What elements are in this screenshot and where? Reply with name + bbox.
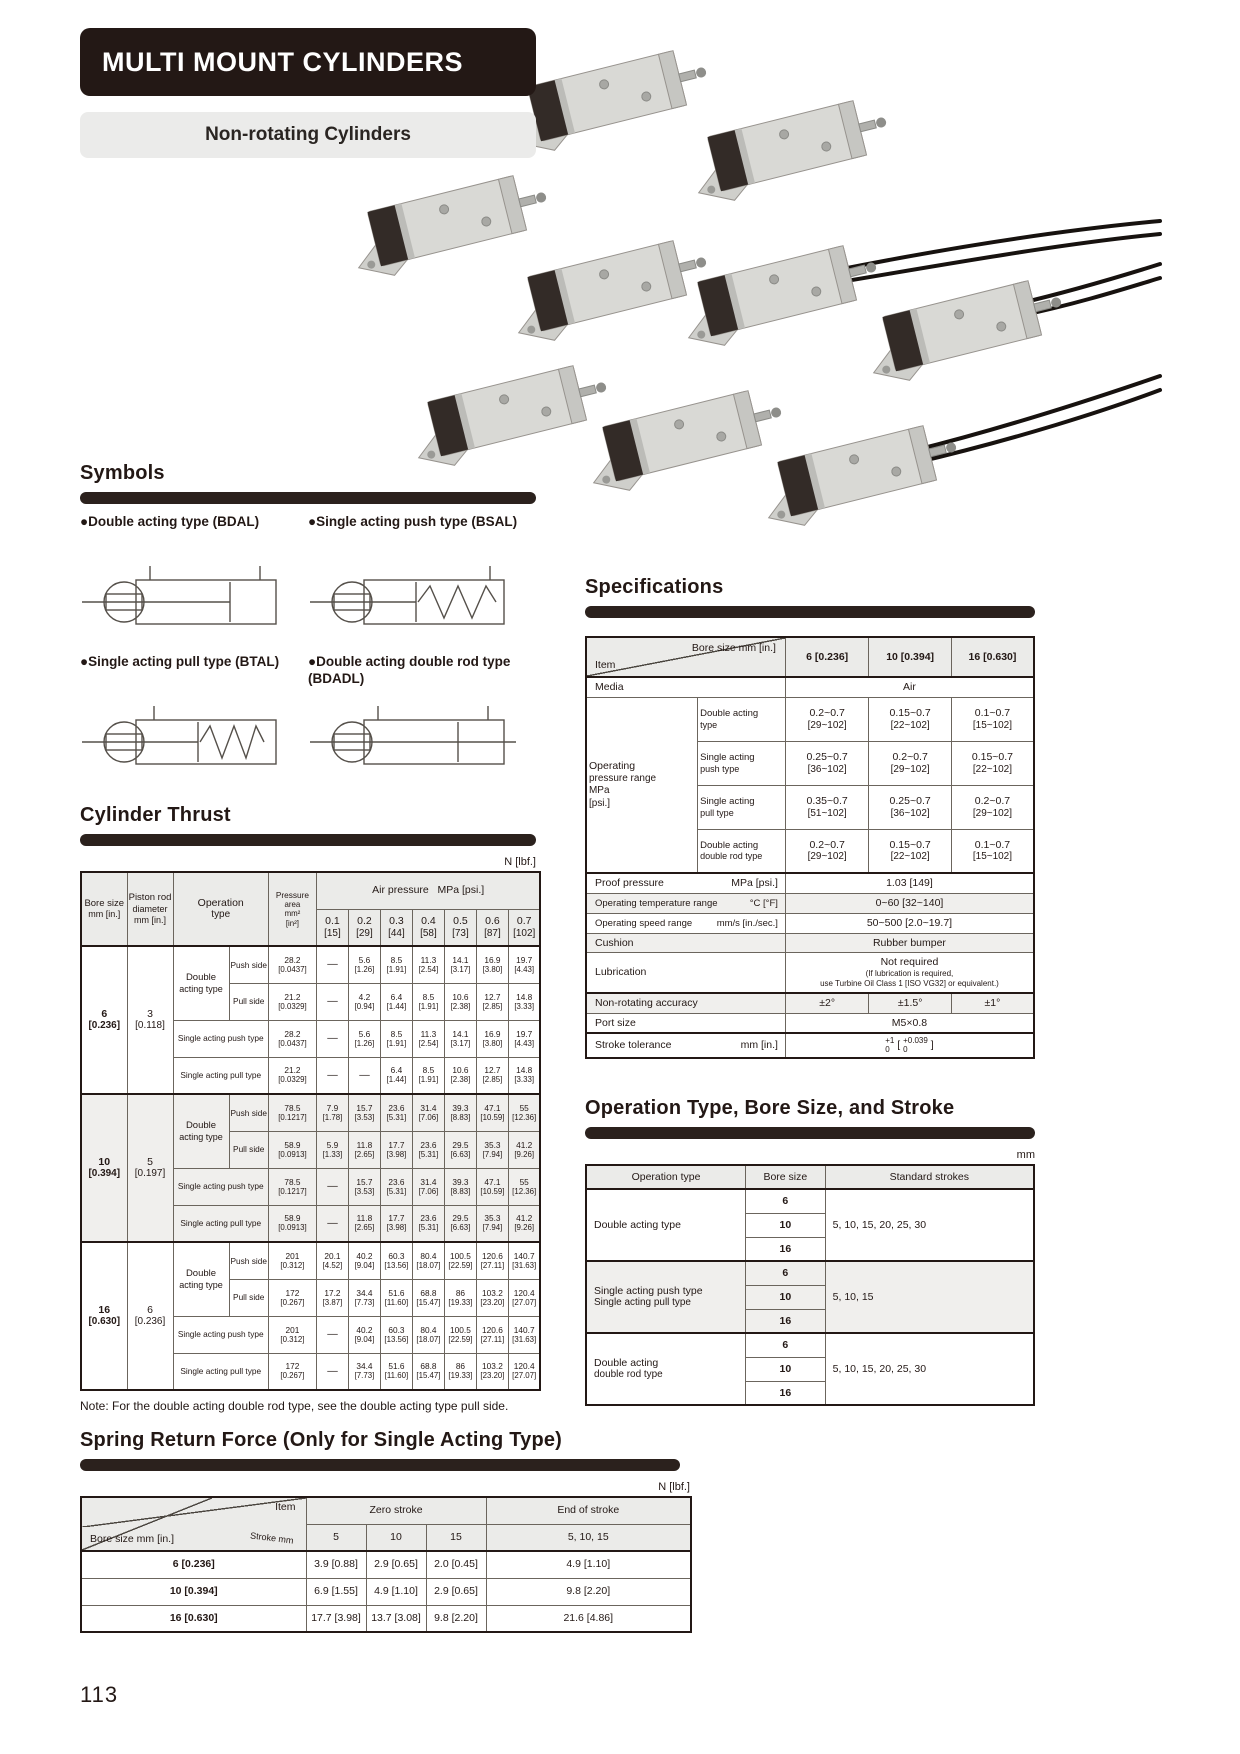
table-cell: Item Stroke mm Bore size mm [in.] — [81, 1497, 306, 1551]
table-cell: 12.7 [2.85] — [476, 1057, 508, 1094]
table-cell: 86 [19.33] — [444, 1353, 476, 1390]
table-cell: 51.6 [11.60] — [380, 1353, 412, 1390]
table-cell: — — [316, 1205, 348, 1242]
symbols-heading: Symbols — [80, 462, 165, 484]
table-cell: 0.2~0.7 [29~102] — [951, 785, 1034, 829]
table-cell: 16 — [746, 1381, 826, 1405]
symbol-label: ●Single acting pull type (BTAL) — [80, 654, 280, 669]
table-cell: 0.25~0.7 [36~102] — [785, 741, 868, 785]
table-cell: Proof pressure MPa [psi.] — [586, 873, 785, 893]
table-cell: 16 [0.630] — [951, 637, 1034, 677]
table-cell: 10 — [366, 1524, 426, 1551]
symbol-item-double-acting-double-rod — [308, 654, 536, 786]
table-cell: 0.7 [102] — [508, 909, 540, 946]
table-cell: 5, 10, 15, 20, 25, 30 — [825, 1189, 1034, 1261]
table-cell: 50~500 [2.0~19.7] — [785, 913, 1034, 933]
table-cell: 172 [0.267] — [268, 1279, 316, 1316]
table-cell: — — [316, 1353, 348, 1390]
table-cell: 34.4 [7.73] — [348, 1353, 380, 1390]
table-cell: 10 [0.394] — [869, 637, 952, 677]
table-cell: 2.0 [0.45] — [426, 1551, 486, 1578]
operation-unit-label: mm — [1016, 1149, 1035, 1162]
table-cell: 7.9 [1.78] — [316, 1094, 348, 1131]
table-cell: 35.3 [7.94] — [476, 1131, 508, 1168]
specifications-table — [585, 636, 1035, 1059]
table-cell: 41.2 [9.26] — [508, 1205, 540, 1242]
table-cell: 0.35~0.7 [51~102] — [785, 785, 868, 829]
table-cell: 39.3 [8.83] — [444, 1168, 476, 1205]
table-cell: 6 [0.236] — [127, 1242, 173, 1390]
table-cell: 5, 10, 15, 20, 25, 30 — [825, 1333, 1034, 1405]
table-cell: 40.2 [9.04] — [348, 1242, 380, 1279]
table-cell: 21.2 [0.0329] — [268, 983, 316, 1020]
table-cell: 5.6 [1.26] — [348, 1020, 380, 1057]
spring-return-heading: Spring Return Force (Only for Single Acting Type) — [80, 1429, 563, 1451]
table-cell: — — [316, 946, 348, 983]
table-cell: 0.15~0.7 [22~102] — [951, 741, 1034, 785]
table-cell: Single acting pull type — [173, 1057, 268, 1094]
table-cell: Pull side — [229, 1279, 268, 1316]
table-cell: ±1° — [951, 993, 1034, 1013]
symbol-label: ●Single acting push type (BSAL) — [308, 514, 518, 529]
symbol-item-double-acting — [80, 514, 308, 646]
table-cell: 15 — [426, 1524, 486, 1551]
table-cell: 39.3 [8.83] — [444, 1094, 476, 1131]
table-cell: 100.5 [22.59] — [444, 1316, 476, 1353]
table-cell: 5, 10, 15 — [825, 1261, 1034, 1333]
table-cell: 0.1 [15] — [316, 909, 348, 946]
table-cell: 11.3 [2.54] — [412, 1020, 444, 1057]
table-cell: 58.9 [0.0913] — [268, 1131, 316, 1168]
table-cell: 5.9 [1.33] — [316, 1131, 348, 1168]
table-cell: 2.9 [0.65] — [366, 1551, 426, 1578]
table-cell: 58.9 [0.0913] — [268, 1205, 316, 1242]
table-cell: Single acting push type — [173, 1020, 268, 1057]
table-cell: Operation type — [173, 872, 268, 946]
table-cell: Push side — [229, 1242, 268, 1279]
table-cell: 9.8 [2.20] — [486, 1578, 691, 1605]
table-cell: 0.2~0.7 [29~102] — [869, 741, 952, 785]
table-cell: Piston rod diameter mm [in.] — [127, 872, 173, 946]
symbols-grid — [80, 514, 536, 786]
table-cell: Single acting pull type — [173, 1353, 268, 1390]
table-cell: 28.2 [0.0437] — [268, 1020, 316, 1057]
page-title — [80, 28, 536, 96]
table-cell: 17.7 [3.98] — [380, 1205, 412, 1242]
spring-return-force-table — [80, 1496, 692, 1633]
page-number: 113 — [80, 1682, 119, 1707]
table-cell: 16.9 [3.80] — [476, 946, 508, 983]
table-cell: 0.25~0.7 [36~102] — [869, 785, 952, 829]
table-cell: Double acting type — [173, 1242, 229, 1316]
table-cell: 120.4 [27.07] — [508, 1279, 540, 1316]
table-cell: 16.9 [3.80] — [476, 1020, 508, 1057]
thrust-note: Note: For the double acting double rod type, see the double acting type pull side. — [80, 1399, 509, 1413]
table-cell: 17.7 [3.98] — [380, 1131, 412, 1168]
table-cell: Push side — [229, 1094, 268, 1131]
table-cell: — — [316, 1020, 348, 1057]
table-cell: 60.3 [13.56] — [380, 1242, 412, 1279]
table-cell: Cushion — [586, 933, 785, 953]
table-cell: Stroke tolerance mm [in.] — [586, 1033, 785, 1058]
table-cell: 12.7 [2.85] — [476, 983, 508, 1020]
table-cell: 120.4 [27.07] — [508, 1353, 540, 1390]
pneumatic-single-acting-pull-symbol-icon — [80, 690, 292, 786]
table-cell: 28.2 [0.0437] — [268, 946, 316, 983]
pneumatic-single-acting-push-symbol-icon — [308, 550, 520, 646]
table-cell: Bore size — [746, 1165, 826, 1189]
table-cell: 0.15~0.7 [22~102] — [869, 697, 952, 741]
table-cell: 16 [0.630] — [81, 1605, 306, 1632]
table-cell: 2.9 [0.65] — [426, 1578, 486, 1605]
table-cell: 6 [0.236] — [81, 1551, 306, 1578]
table-cell: 5, 10, 15 — [486, 1524, 691, 1551]
table-cell: — — [316, 1168, 348, 1205]
table-cell: 68.8 [15.47] — [412, 1279, 444, 1316]
table-cell: 8.5 [1.91] — [412, 1057, 444, 1094]
table-cell: 3 [0.118] — [127, 946, 173, 1094]
table-cell: 68.8 [15.47] — [412, 1353, 444, 1390]
table-cell: 14.1 [3.17] — [444, 946, 476, 983]
page-title-text: MULTI MOUNT CYLINDERS — [102, 46, 463, 77]
table-cell: Double acting type — [586, 1189, 746, 1261]
table-cell: 10 [0.394] — [81, 1094, 127, 1242]
table-cell: — — [316, 1316, 348, 1353]
table-cell: 4.9 [1.10] — [366, 1578, 426, 1605]
table-cell: 0.2~0.7 [29~102] — [785, 697, 868, 741]
table-cell: Air — [785, 677, 1034, 697]
table-cell: Not required (If lubrication is required, use Turbine Oil Class 1 [ISO VG32] or equivalent.) — [785, 953, 1034, 993]
specifications-heading: Specifications — [585, 576, 724, 598]
table-cell: Single acting push type — [173, 1316, 268, 1353]
table-cell: 6.4 [1.44] — [380, 983, 412, 1020]
table-cell: 41.2 [9.26] — [508, 1131, 540, 1168]
table-cell: 16 — [746, 1237, 826, 1261]
table-cell: 47.1 [10.59] — [476, 1168, 508, 1205]
table-cell: 0.2 [29] — [348, 909, 380, 946]
table-cell: 86 [19.33] — [444, 1279, 476, 1316]
table-cell: 29.5 [6.63] — [444, 1131, 476, 1168]
table-cell: Double acting type — [698, 697, 786, 741]
table-cell: 10 — [746, 1357, 826, 1381]
table-cell: Standard strokes — [825, 1165, 1034, 1189]
table-cell: 19.7 [4.43] — [508, 946, 540, 983]
table-cell: 6.4 [1.44] — [380, 1057, 412, 1094]
table-cell: Media — [586, 677, 785, 697]
table-cell: 35.3 [7.94] — [476, 1205, 508, 1242]
table-cell: Double acting double rod type — [586, 1333, 746, 1405]
section-bar — [80, 492, 536, 504]
table-cell: 4.9 [1.10] — [486, 1551, 691, 1578]
table-cell: 0.1~0.7 [15~102] — [951, 697, 1034, 741]
operation-heading: Operation Type, Bore Size, and Stroke — [585, 1097, 955, 1120]
section-bar — [585, 606, 1035, 618]
table-cell: 103.2 [23.20] — [476, 1353, 508, 1390]
table-cell: 0.6 [87] — [476, 909, 508, 946]
table-cell: 120.6 [27.11] — [476, 1316, 508, 1353]
operation-type-table — [585, 1164, 1035, 1406]
table-cell: 23.6 [5.31] — [412, 1131, 444, 1168]
table-cell: Pressure area mm² [in²] — [268, 872, 316, 946]
table-cell: Lubrication — [586, 953, 785, 993]
table-cell: End of stroke — [486, 1497, 691, 1524]
table-cell: 11.8 [2.65] — [348, 1205, 380, 1242]
table-cell: Double acting double rod type — [698, 829, 786, 873]
table-cell: 78.5 [0.1217] — [268, 1168, 316, 1205]
table-cell: Single acting pull type — [698, 785, 786, 829]
table-cell: Non-rotating accuracy — [586, 993, 785, 1013]
table-cell: Bore size mm [in.] Item — [586, 637, 785, 677]
table-cell: 55 [12.36] — [508, 1168, 540, 1205]
table-cell: 201 [0.312] — [268, 1316, 316, 1353]
spring-unit-label: N [lbf.] — [658, 1481, 690, 1493]
table-cell: 14.8 [3.33] — [508, 1057, 540, 1094]
cylinder-thrust-heading: Cylinder Thrust — [80, 804, 231, 826]
table-cell: 172 [0.267] — [268, 1353, 316, 1390]
table-cell: 10.6 [2.38] — [444, 983, 476, 1020]
table-cell: 10 [0.394] — [81, 1578, 306, 1605]
table-cell: Single acting pull type — [173, 1205, 268, 1242]
pneumatic-double-acting-double-rod-symbol-icon — [308, 690, 520, 786]
symbol-label: ●Double acting type (BDAL) — [80, 514, 260, 529]
table-cell: 78.5 [0.1217] — [268, 1094, 316, 1131]
table-cell: 10 — [746, 1285, 826, 1309]
table-cell: 6.9 [1.55] — [306, 1578, 366, 1605]
table-cell: 6 [0.236] — [785, 637, 868, 677]
table-cell: 5 [0.197] — [127, 1094, 173, 1242]
table-cell: Operating pressure range MPa [psi.] — [586, 697, 698, 873]
table-cell: 0.1~0.7 [15~102] — [951, 829, 1034, 873]
table-cell: Single acting push type Single acting pull type — [586, 1261, 746, 1333]
table-cell: 47.1 [10.59] — [476, 1094, 508, 1131]
table-cell: — — [348, 1057, 380, 1094]
table-cell: 29.5 [6.63] — [444, 1205, 476, 1242]
table-cell: — — [316, 1057, 348, 1094]
table-cell: 16 [0.630] — [81, 1242, 127, 1390]
table-cell: 23.6 [5.31] — [380, 1168, 412, 1205]
table-cell: ±1.5° — [869, 993, 952, 1013]
table-cell: 55 [12.36] — [508, 1094, 540, 1131]
pneumatic-double-acting-symbol-icon — [80, 550, 292, 646]
page-subtitle — [80, 112, 536, 158]
table-cell: 51.6 [11.60] — [380, 1279, 412, 1316]
table-cell: Pull side — [229, 1131, 268, 1168]
table-cell: 140.7 [31.63] — [508, 1242, 540, 1279]
table-cell: 20.1 [4.52] — [316, 1242, 348, 1279]
table-cell: 5 — [306, 1524, 366, 1551]
table-cell: Operation type — [586, 1165, 746, 1189]
table-cell: 140.7 [31.63] — [508, 1316, 540, 1353]
table-cell: +1 0 [ +0.039 0 ] — [785, 1033, 1034, 1058]
table-cell: 0.15~0.7 [22~102] — [869, 829, 952, 873]
table-cell: Port size — [586, 1013, 785, 1033]
table-cell: 17.2 [3.87] — [316, 1279, 348, 1316]
table-cell: Pull side — [229, 983, 268, 1020]
table-cell: Single acting push type — [173, 1168, 268, 1205]
table-cell: Operating speed range mm/s [in./sec.] — [586, 913, 785, 933]
table-cell: Push side — [229, 946, 268, 983]
table-cell: 0~60 [32~140] — [785, 894, 1034, 914]
table-cell: 11.3 [2.54] — [412, 946, 444, 983]
table-cell: Rubber bumper — [785, 933, 1034, 953]
symbol-label: ●Double acting double rod type (BDADL) — [308, 654, 511, 686]
table-cell: 6 [0.236] — [81, 946, 127, 1094]
table-cell: M5×0.8 — [785, 1013, 1034, 1033]
table-cell: 60.3 [13.56] — [380, 1316, 412, 1353]
table-cell: 31.4 [7.06] — [412, 1168, 444, 1205]
table-cell: Bore size mm [in.] — [81, 872, 127, 946]
table-cell: 0.3 [44] — [380, 909, 412, 946]
table-cell: 23.6 [5.31] — [412, 1205, 444, 1242]
table-cell: 15.7 [3.53] — [348, 1168, 380, 1205]
section-bar — [80, 1459, 680, 1471]
table-cell: 14.8 [3.33] — [508, 983, 540, 1020]
table-cell: 80.4 [18.07] — [412, 1316, 444, 1353]
table-cell: Double acting type — [173, 946, 229, 1020]
page-subtitle-text: Non-rotating Cylinders — [205, 124, 411, 145]
table-cell: 34.4 [7.73] — [348, 1279, 380, 1316]
symbol-item-single-acting-pull — [80, 654, 308, 786]
table-cell: 15.7 [3.53] — [348, 1094, 380, 1131]
table-cell: 9.8 [2.20] — [426, 1605, 486, 1632]
table-cell: 13.7 [3.08] — [366, 1605, 426, 1632]
table-cell: 21.2 [0.0329] — [268, 1057, 316, 1094]
table-cell: 31.4 [7.06] — [412, 1094, 444, 1131]
table-cell: 40.2 [9.04] — [348, 1316, 380, 1353]
table-cell: 0.4 [58] — [412, 909, 444, 946]
table-cell: 1.03 [149] — [785, 873, 1034, 893]
section-bar — [585, 1127, 1035, 1139]
table-cell: 201 [0.312] — [268, 1242, 316, 1279]
table-cell: ±2° — [785, 993, 868, 1013]
table-cell: 103.2 [23.20] — [476, 1279, 508, 1316]
symbol-item-single-acting-push — [308, 514, 536, 646]
table-cell: 0.2~0.7 [29~102] — [785, 829, 868, 873]
table-cell: 21.6 [4.86] — [486, 1605, 691, 1632]
table-cell: — — [316, 983, 348, 1020]
table-cell: Double acting type — [173, 1094, 229, 1168]
table-cell: Zero stroke — [306, 1497, 486, 1524]
table-cell: 23.6 [5.31] — [380, 1094, 412, 1131]
table-cell: 8.5 [1.91] — [380, 1020, 412, 1057]
table-cell: 14.1 [3.17] — [444, 1020, 476, 1057]
table-cell: 0.5 [73] — [444, 909, 476, 946]
table-cell: 6 — [746, 1333, 826, 1357]
table-cell: 10.6 [2.38] — [444, 1057, 476, 1094]
table-cell: 6 — [746, 1261, 826, 1285]
table-cell: Single acting push type — [698, 741, 786, 785]
table-cell: 5.6 [1.26] — [348, 946, 380, 983]
table-cell: Operating temperature range °C [°F] — [586, 894, 785, 914]
table-cell: 6 — [746, 1189, 826, 1213]
table-cell: Air pressure MPa [psi.] — [316, 872, 540, 909]
table-cell: 10 — [746, 1213, 826, 1237]
table-cell: 100.5 [22.59] — [444, 1242, 476, 1279]
table-cell: 8.5 [1.91] — [380, 946, 412, 983]
table-cell: 4.2 [0.94] — [348, 983, 380, 1020]
table-cell: 8.5 [1.91] — [412, 983, 444, 1020]
thrust-unit-label: N [lbf.] — [504, 856, 536, 868]
table-cell: 11.8 [2.65] — [348, 1131, 380, 1168]
table-cell: 17.7 [3.98] — [306, 1605, 366, 1632]
table-cell: 80.4 [18.07] — [412, 1242, 444, 1279]
table-cell: 16 — [746, 1309, 826, 1333]
section-bar — [80, 834, 536, 846]
table-cell: 3.9 [0.88] — [306, 1551, 366, 1578]
table-cell: 120.6 [27.11] — [476, 1242, 508, 1279]
table-cell: 19.7 [4.43] — [508, 1020, 540, 1057]
